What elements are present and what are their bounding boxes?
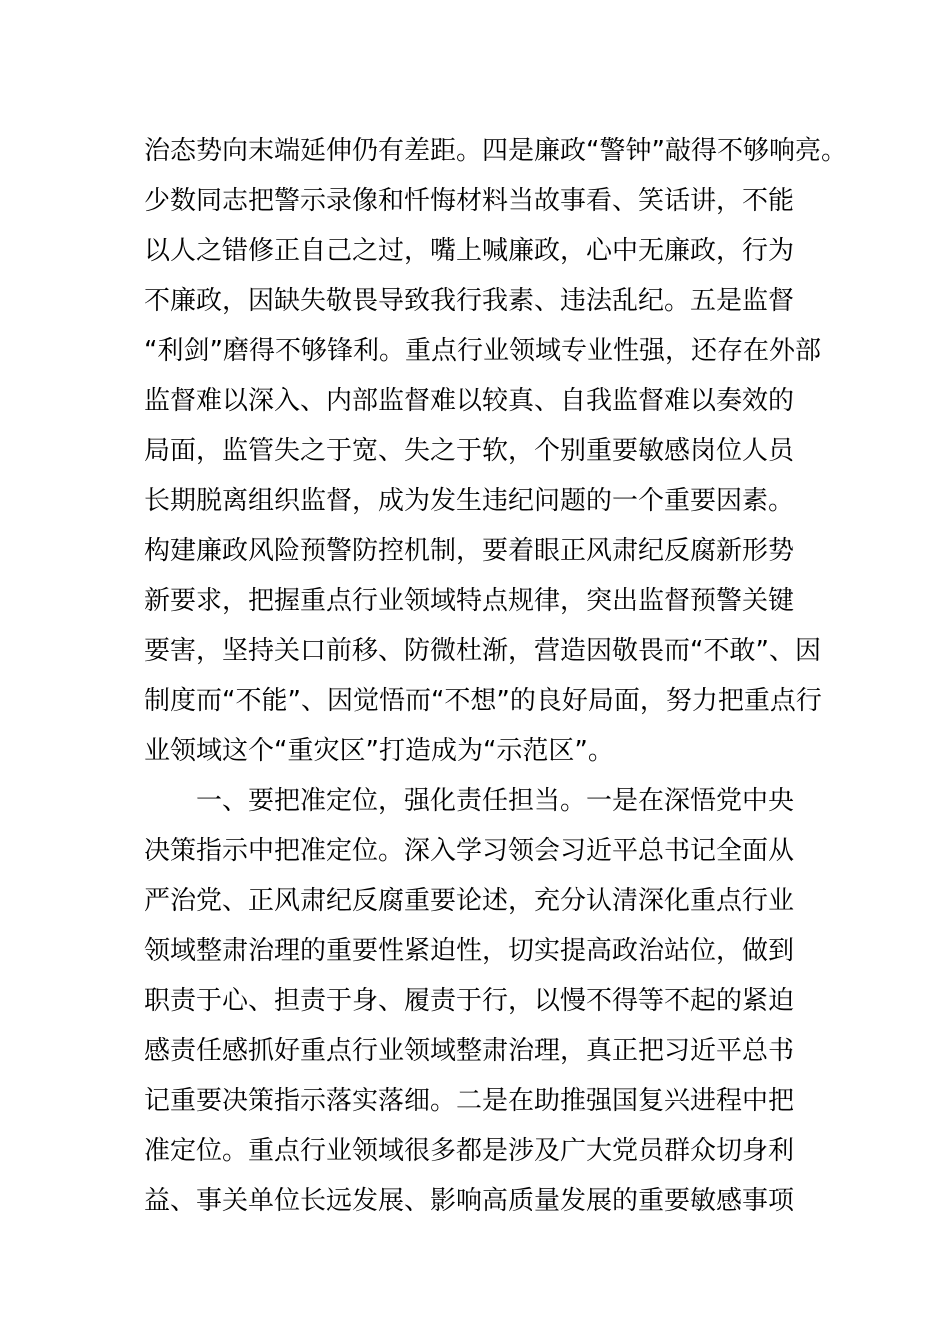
text-line: 准定位。重点行业领域很多都是涉及广大党员群众切身利 (144, 1136, 795, 1166)
text-line: 治态势向末端延伸仍有差距。四是廉政“警钟”敲得不够响亮。 (144, 136, 847, 166)
text-line: 少数同志把警示录像和忏悔材料当故事看、笑话讲，不能 (144, 186, 795, 216)
text-line: 局面，监管失之于宽、失之于软，个别重要敏感岗位人员 (144, 436, 795, 466)
text-line: “利剑”磨得不够锋利。重点行业领域专业性强，还存在外部 (144, 336, 821, 366)
text-line: 业领域这个“重灾区”打造成为“示范区”。 (144, 736, 614, 766)
text-line: 构建廉政风险预警防控机制，要着眼正风肃纪反腐新形势 (144, 536, 795, 566)
text-line: 领域整肃治理的重要性紧迫性，切实提高政治站位，做到 (144, 936, 795, 966)
text-line: 记重要决策指示落实落细。二是在助推强国复兴进程中把 (144, 1086, 795, 1116)
text-line: 制度而“不能”、因觉悟而“不想”的良好局面，努力把重点行 (144, 686, 822, 716)
text-line: 职责于心、担责于身、履责于行，以慢不得等不起的紧迫 (144, 986, 795, 1016)
section-heading-line: 一、要把准定位，强化责任担当。一是在深悟党中央 (144, 786, 795, 816)
text-line: 新要求，把握重点行业领域特点规律，突出监督预警关键 (144, 586, 795, 616)
text-line: 严治党、正风肃纪反腐重要论述，充分认清深化重点行业 (144, 886, 795, 916)
text-line: 以人之错修正自己之过，嘴上喊廉政，心中无廉政，行为 (144, 236, 795, 266)
text-line: 要害，坚持关口前移、防微杜渐，营造因敬畏而“不敢”、因 (144, 636, 821, 666)
body-text (144, 126, 847, 1226)
text-line: 不廉政，因缺失敬畏导致我行我素、违法乱纪。五是监督 (144, 286, 795, 316)
text-line: 监督难以深入、内部监督难以较真、自我监督难以奏效的 (144, 386, 795, 416)
text-line: 长期脱离组织监督，成为发生违纪问题的一个重要因素。 (144, 486, 795, 516)
text-line: 感责任感抓好重点行业领域整肃治理，真正把习近平总书 (144, 1036, 795, 1066)
text-line: 益、事关单位长远发展、影响高质量发展的重要敏感事项 (144, 1186, 795, 1216)
text-line: 决策指示中把准定位。深入学习领会习近平总书记全面从 (144, 836, 795, 866)
